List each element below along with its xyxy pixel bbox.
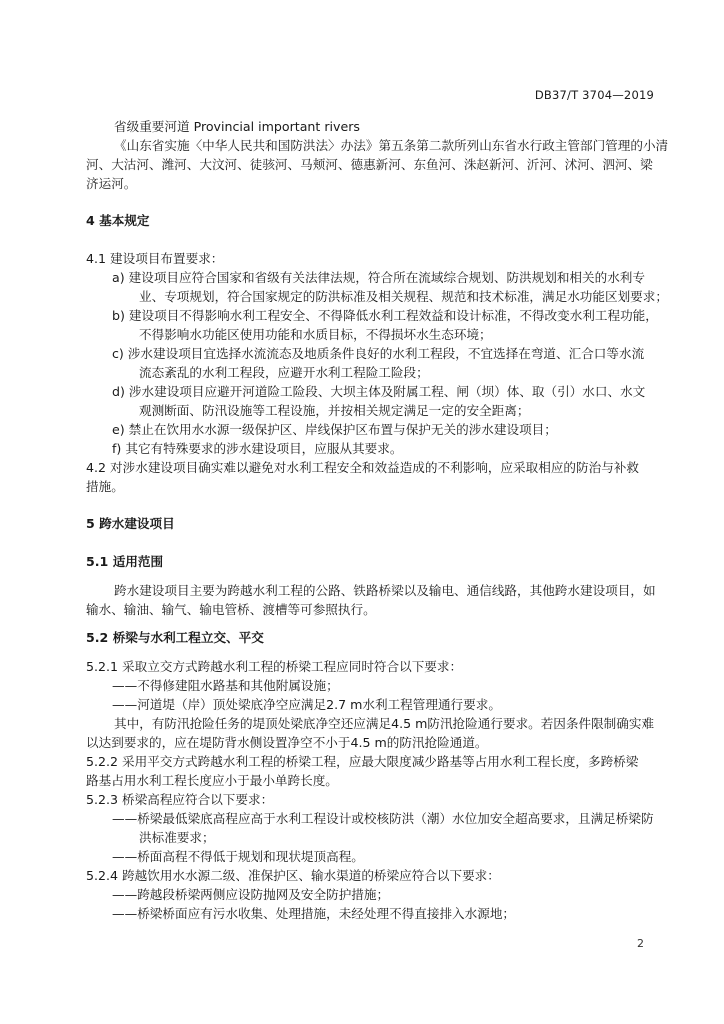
clause: 5.2.3 桥梁高程应符合以下要求： xyxy=(86,792,274,807)
clause: 4.2 对涉水建设项目确实难以避免对水利工程安全和效益造成的不利影响，应采取相应的防治与补救 xyxy=(86,460,639,475)
clause: 5.2.4 跨越饮用水水源二级、准保护区、输水渠道的桥梁应符合以下要求： xyxy=(86,868,500,883)
subsection-heading: 5.2 桥梁与水利工程立交、平交 xyxy=(86,630,264,645)
term-definition: 河、大沽河、潍河、大汶河、徒骇河、马颊河、德惠新河、东鱼河、洙赵新河、沂河、沭河、泗河、梁 xyxy=(86,157,653,172)
paragraph-cont: 输水、输油、输气、输电管桥、渡槽等可参照执行。 xyxy=(86,602,376,617)
list-item: c) 涉水建设项目宜选择水流流态及地质条件良好的水利工程段，不宜选择在弯道、汇合口等水流 xyxy=(112,346,645,361)
paragraph: 跨水建设项目主要为跨越水利工程的公路、铁路桥梁以及输电、通信线路，其他跨水建设项目，如 xyxy=(114,583,656,598)
list-item-cont: 不得影响水功能区使用功能和水质目标，不得损坏水生态环境； xyxy=(139,327,492,342)
list-item: a) 建设项目应符合国家和省级有关法律法规，符合所在流域综合规划、防洪规划和相关的水利专 xyxy=(112,270,645,285)
dash-item: ——桥梁最低梁底高程应高于水利工程设计或校核防洪（潮）水位加安全超高要求，且满足桥梁防 xyxy=(112,811,654,826)
list-item-cont: 流态紊乱的水利工程段，应避开水利工程险工险段； xyxy=(139,365,429,380)
clause: 4.1 建设项目布置要求： xyxy=(86,251,224,266)
term-definition: 《山东省实施〈中华人民共和国防洪法〉办法》第五条第二款所列山东省水行政主管部门管理的小清 xyxy=(114,138,669,153)
dash-item: ——河道堤（岸）顶处梁底净空应满足2.7 m水利工程管理通行要求。 xyxy=(112,697,501,712)
term-title: 省级重要河道 Provincial important rivers xyxy=(114,119,360,134)
section-heading: 5 跨水建设项目 xyxy=(86,516,175,531)
paragraph: 其中，有防汛抢险任务的堤顶处梁底净空还应满足4.5 m防汛抢险通行要求。若因条件限制确实难 xyxy=(114,716,655,731)
clause-cont: 路基占用水利工程长度应小于最小单跨长度。 xyxy=(86,773,338,788)
list-item: e) 禁止在饮用水水源一级保护区、岸线保护区布置与保护无关的涉水建设项目； xyxy=(112,422,557,437)
standard-code: DB37/T 3704—2019 xyxy=(534,88,654,102)
subsection-heading: 5.1 适用范围 xyxy=(86,554,164,569)
list-item-cont: 观测断面、防汛设施等工程设施，并按相关规定满足一定的安全距离； xyxy=(139,403,530,418)
dash-item: ——跨越段桥梁两侧应设防抛网及安全防护措施； xyxy=(112,887,390,902)
list-item: d) 涉水建设项目应避开河道险工险段、大坝主体及附属工程、闸（坝）体、取（引）水口、水文 xyxy=(112,384,646,399)
dash-item: ——桥面高程不得低于规划和现状堤顶高程。 xyxy=(112,849,364,864)
dash-item: ——桥梁桥面应有污水收集、处理措施，未经处理不得直接排入水源地； xyxy=(112,906,515,921)
list-item: b) 建设项目不得影响水利工程安全、不得降低水利工程效益和设计标准，不得改变水利工程功能， xyxy=(112,308,658,323)
clause-cont: 措施。 xyxy=(86,479,124,494)
clause: 5.2.1 采取立交方式跨越水利工程的桥梁工程应同时符合以下要求： xyxy=(86,659,463,674)
dash-item-cont: 洪标准要求； xyxy=(139,830,215,845)
page-number: 2 xyxy=(637,937,644,950)
list-item: f) 其它有特殊要求的涉水建设项目，应服从其要求。 xyxy=(112,441,403,456)
list-item-cont: 业、专项规划，符合国家规定的防洪标准及相关规程、规范和技术标准，满足水功能区划要求； xyxy=(139,289,668,304)
dash-item: ——不得修建阻水路基和其他附属设施； xyxy=(112,678,339,693)
clause: 5.2.2 采用平交方式跨越水利工程的桥梁工程，应最大限度减少路基等占用水利工程长度，多跨桥梁 xyxy=(86,754,639,769)
paragraph-cont: 以达到要求的，应在堤防背水侧设置净空不小于4.5 m的防汛抢险通道。 xyxy=(86,735,488,750)
term-definition: 济运河。 xyxy=(86,176,137,191)
section-heading: 4 基本规定 xyxy=(86,213,150,228)
